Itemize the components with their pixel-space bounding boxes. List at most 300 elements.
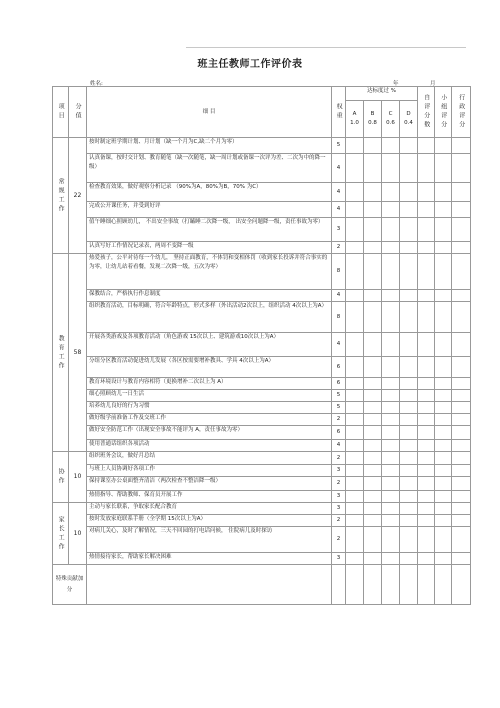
- criteria-weight: 4: [332, 202, 346, 218]
- score-cell: [400, 254, 418, 290]
- criteria-row: [53, 426, 471, 440]
- score-cell: [400, 218, 418, 242]
- header-admin-score: 行政评分: [452, 87, 471, 138]
- score-cell: [452, 378, 471, 390]
- score-cell: [452, 477, 471, 491]
- score-cell: [435, 154, 452, 183]
- level-letter: D: [406, 111, 411, 118]
- score-cell: [346, 202, 364, 218]
- criteria-text: 热爱孩子，公平对待每一个幼儿， 坚持正面教育，不体罚和变相体罚（收到家长投诉并符合事实的为零，让幼儿站着看餐，发现二次降一级，五次为零）: [87, 254, 332, 290]
- score-cell: [364, 242, 382, 254]
- criteria-row: [53, 290, 471, 302]
- score-cell: [346, 465, 364, 477]
- score-cell: [418, 440, 435, 452]
- score-cell: [364, 527, 382, 553]
- score-cell: [364, 290, 382, 302]
- score-cell: [364, 503, 382, 515]
- score-cell: [382, 357, 400, 378]
- score-cell: [346, 290, 364, 302]
- level-value: 0.8: [368, 120, 377, 126]
- score-cell: [452, 154, 471, 183]
- criteria-row: [53, 138, 471, 154]
- score-cell: [400, 440, 418, 452]
- score-cell: [400, 378, 418, 390]
- criteria-weight: 4: [332, 290, 346, 302]
- header-group-score: 小组评分: [435, 87, 452, 138]
- score-cell: [382, 202, 400, 218]
- score-cell: [452, 290, 471, 302]
- score-cell: [418, 426, 435, 440]
- score-cell: [346, 402, 364, 414]
- score-cell: [400, 465, 418, 477]
- level-value: 0.4: [404, 120, 413, 126]
- criteria-text: 热情指导、帮助教师、保育员开展工作: [87, 491, 332, 503]
- criteria-text: 值午睡细心照顾幼儿， 不出安全事故（打瞌睡二次降一级， 出安全问题降一级，责任事故为零）: [87, 218, 332, 242]
- score-cell: [364, 138, 382, 154]
- criteria-weight: 2: [332, 515, 346, 527]
- level-cell-b: [364, 101, 382, 138]
- section-name-text: 常规工作: [57, 177, 65, 214]
- score-cell: [418, 414, 435, 426]
- score-cell: [418, 183, 435, 202]
- score-cell: [346, 414, 364, 426]
- criteria-text: 按时制定班学期计划、月计划（缺一个月为C,缺二个月为零）: [87, 138, 332, 154]
- score-cell: [364, 402, 382, 414]
- criteria-text: 对病儿关心，及时了解情况，三天不回园的打电话问候， 住院病儿及时探访: [87, 527, 332, 553]
- score-cell: [364, 465, 382, 477]
- criteria-weight: 2: [332, 414, 346, 426]
- year-label: 年: [393, 81, 399, 87]
- score-cell: [382, 302, 400, 333]
- header-item: 项目: [53, 87, 69, 138]
- month-label: 月: [430, 81, 436, 87]
- score-cell: [435, 465, 452, 477]
- criteria-weight: 5: [332, 402, 346, 414]
- score-cell: [346, 553, 364, 565]
- special-cell: [452, 565, 471, 605]
- score-cell: [400, 138, 418, 154]
- score-cell: [435, 414, 452, 426]
- score-cell: [418, 503, 435, 515]
- score-cell: [435, 254, 452, 290]
- criteria-weight: 3: [332, 503, 346, 515]
- section-name-2: [53, 254, 69, 452]
- score-cell: [435, 402, 452, 414]
- score-cell: [452, 218, 471, 242]
- score-cell: [400, 402, 418, 414]
- score-cell: [400, 503, 418, 515]
- score-cell: [364, 414, 382, 426]
- criteria-row: [53, 302, 471, 333]
- section-score-4: 10: [69, 503, 87, 565]
- score-cell: [346, 183, 364, 202]
- score-cell: [452, 426, 471, 440]
- score-cell: [382, 515, 400, 527]
- criteria-row: [53, 477, 471, 491]
- score-cell: [364, 302, 382, 333]
- criteria-text: 使用普通话组织各项活动: [87, 440, 332, 452]
- section-name-4: [53, 503, 69, 565]
- score-cell: [400, 414, 418, 426]
- score-cell: [364, 426, 382, 440]
- score-cell: [435, 378, 452, 390]
- criteria-text: 检查教育效果，做好观察分析记录 （90%为A，80%为B，70% 为C）: [87, 183, 332, 202]
- score-cell: [400, 302, 418, 333]
- score-cell: [382, 440, 400, 452]
- score-cell: [382, 553, 400, 565]
- score-cell: [418, 465, 435, 477]
- criteria-weight: 4: [332, 333, 346, 357]
- criteria-weight: 8: [332, 254, 346, 290]
- header-level-heading: 达标度过 %: [346, 87, 418, 101]
- criteria-text: 开展各类游戏及各项教育活动（角色游戏 15次以上、建筑游戏10次以上为A）: [87, 333, 332, 357]
- score-cell: [382, 426, 400, 440]
- header-score: 分值: [69, 87, 87, 138]
- score-cell: [346, 138, 364, 154]
- criteria-text: 分组分区教育活动促进幼儿发展（各区按需要增补教具、学具 4次以上为A）: [87, 357, 332, 378]
- score-cell: [346, 390, 364, 402]
- score-cell: [452, 553, 471, 565]
- score-cell: [346, 503, 364, 515]
- score-cell: [364, 491, 382, 503]
- score-cell: [435, 242, 452, 254]
- section-score-2: 58: [69, 254, 87, 452]
- score-cell: [346, 440, 364, 452]
- criteria-weight: 3: [332, 553, 346, 565]
- special-detail: [87, 565, 332, 605]
- score-cell: [452, 515, 471, 527]
- criteria-text: 认真写好工作情况记录表，两周不变降一级: [87, 242, 332, 254]
- score-cell: [364, 154, 382, 183]
- level-letter: C: [388, 111, 393, 118]
- level-letter: A: [352, 111, 357, 118]
- special-cell: [382, 565, 400, 605]
- score-cell: [382, 333, 400, 357]
- criteria-weight: 3: [332, 465, 346, 477]
- criteria-text: 组织教育活动，目标明确，符合年龄特点，形式多样（外出活动2次以上，组织活动 4次以上为A）: [87, 302, 332, 333]
- score-cell: [400, 290, 418, 302]
- header-detail: 细 目: [87, 87, 332, 138]
- score-cell: [382, 402, 400, 414]
- score-cell: [418, 154, 435, 183]
- score-cell: [364, 477, 382, 491]
- level-value: 1.0: [350, 120, 359, 126]
- section-name-text: 教育工作: [57, 334, 65, 371]
- score-cell: [435, 138, 452, 154]
- score-cell: [452, 202, 471, 218]
- score-cell: [400, 242, 418, 254]
- score-cell: [400, 452, 418, 465]
- score-cell: [418, 515, 435, 527]
- level-cell-a: [346, 101, 364, 138]
- score-cell: [452, 357, 471, 378]
- score-cell: [418, 218, 435, 242]
- criteria-weight: 3: [332, 218, 346, 242]
- score-cell: [364, 333, 382, 357]
- score-cell: [452, 390, 471, 402]
- page-title: 班主任教师工作评价表: [197, 59, 303, 70]
- score-cell: [400, 477, 418, 491]
- score-cell: [435, 333, 452, 357]
- score-cell: [418, 290, 435, 302]
- criteria-text: 保教结合，严格执行作息制度: [87, 290, 332, 302]
- section-name-text: 协作: [57, 468, 65, 486]
- score-cell: [382, 477, 400, 491]
- score-cell: [452, 414, 471, 426]
- score-cell: [382, 290, 400, 302]
- score-cell: [382, 390, 400, 402]
- score-cell: [435, 477, 452, 491]
- criteria-weight: 3: [332, 491, 346, 503]
- score-cell: [418, 378, 435, 390]
- criteria-row: [53, 503, 471, 515]
- special-cell: [418, 565, 435, 605]
- criteria-text: 与班上人员协调好各项工作: [87, 465, 332, 477]
- criteria-weight: 2: [332, 527, 346, 553]
- section-name-text: 家长工作: [57, 515, 65, 552]
- score-cell: [346, 378, 364, 390]
- score-cell: [435, 302, 452, 333]
- score-cell: [418, 553, 435, 565]
- score-cell: [364, 202, 382, 218]
- criteria-weight: 4: [332, 440, 346, 452]
- score-cell: [382, 218, 400, 242]
- score-cell: [346, 515, 364, 527]
- score-cell: [452, 440, 471, 452]
- score-cell: [418, 138, 435, 154]
- criteria-row: [53, 183, 471, 202]
- score-cell: [346, 477, 364, 491]
- score-cell: [400, 426, 418, 440]
- score-cell: [382, 465, 400, 477]
- criteria-row: [53, 491, 471, 503]
- score-cell: [435, 183, 452, 202]
- score-cell: [364, 452, 382, 465]
- score-cell: [418, 202, 435, 218]
- criteria-weight: 6: [332, 357, 346, 378]
- name-label: 姓名:: [90, 81, 103, 87]
- criteria-weight: 4: [332, 154, 346, 183]
- score-cell: [364, 515, 382, 527]
- score-cell: [364, 357, 382, 378]
- header-self-score: 自评分数: [418, 87, 435, 138]
- score-cell: [346, 302, 364, 333]
- criteria-row: [53, 515, 471, 527]
- score-cell: [346, 527, 364, 553]
- criteria-text: 培养幼儿良好的行为习惯: [87, 402, 332, 414]
- score-cell: [418, 491, 435, 503]
- criteria-weight: 8: [332, 302, 346, 333]
- score-cell: [346, 154, 364, 183]
- criteria-row: [53, 452, 471, 465]
- criteria-text: 完成公开课任务，并受到好评: [87, 202, 332, 218]
- score-cell: [382, 452, 400, 465]
- score-cell: [435, 357, 452, 378]
- score-cell: [346, 491, 364, 503]
- score-cell: [452, 503, 471, 515]
- criteria-text: 热情接待家长，帮助家长解决困难: [87, 553, 332, 565]
- criteria-row: [53, 202, 471, 218]
- score-cell: [400, 390, 418, 402]
- special-cell: [400, 565, 418, 605]
- score-cell: [382, 503, 400, 515]
- criteria-row: [53, 154, 471, 183]
- score-cell: [452, 402, 471, 414]
- criteria-row: [53, 378, 471, 390]
- criteria-row: [53, 390, 471, 402]
- score-cell: [346, 254, 364, 290]
- score-cell: [435, 390, 452, 402]
- score-cell: [400, 357, 418, 378]
- score-cell: [435, 218, 452, 242]
- score-cell: [452, 452, 471, 465]
- score-cell: [418, 452, 435, 465]
- score-cell: [400, 553, 418, 565]
- score-cell: [382, 378, 400, 390]
- score-cell: [418, 527, 435, 553]
- special-row: [53, 565, 471, 605]
- score-cell: [418, 302, 435, 333]
- score-cell: [382, 138, 400, 154]
- score-cell: [382, 183, 400, 202]
- criteria-row: [53, 414, 471, 426]
- special-cell: [346, 565, 364, 605]
- criteria-row: [53, 242, 471, 254]
- score-cell: [418, 333, 435, 357]
- criteria-row: [53, 333, 471, 357]
- score-cell: [364, 218, 382, 242]
- score-cell: [364, 390, 382, 402]
- score-cell: [382, 414, 400, 426]
- criteria-row: [53, 402, 471, 414]
- criteria-weight: 2: [332, 242, 346, 254]
- criteria-row: [53, 254, 471, 290]
- score-cell: [382, 154, 400, 183]
- criteria-weight: 2: [332, 477, 346, 491]
- score-cell: [382, 254, 400, 290]
- special-label: 特殊贡献加分: [53, 565, 87, 605]
- score-cell: [418, 357, 435, 378]
- criteria-weight: 5: [332, 138, 346, 154]
- header-row: [53, 87, 471, 101]
- score-cell: [346, 426, 364, 440]
- score-cell: [452, 138, 471, 154]
- criteria-weight: 6: [332, 378, 346, 390]
- special-cell: [364, 565, 382, 605]
- special-cell: [435, 565, 452, 605]
- score-cell: [400, 491, 418, 503]
- score-cell: [346, 218, 364, 242]
- criteria-weight: 6: [332, 426, 346, 440]
- score-cell: [452, 183, 471, 202]
- criteria-row: [53, 357, 471, 378]
- criteria-text: 细心照顾幼儿一日生活: [87, 390, 332, 402]
- score-cell: [364, 254, 382, 290]
- score-cell: [346, 357, 364, 378]
- criteria-text: 组织班务会议，做好月总结: [87, 452, 332, 465]
- criteria-text: 主动与家长联系，争取家长配合教育: [87, 503, 332, 515]
- level-cell-c: [382, 101, 400, 138]
- section-name-1: [53, 138, 69, 254]
- criteria-row: [53, 527, 471, 553]
- section-score-3: 10: [69, 452, 87, 503]
- score-cell: [418, 242, 435, 254]
- score-cell: [382, 527, 400, 553]
- score-cell: [364, 553, 382, 565]
- score-cell: [452, 333, 471, 357]
- criteria-weight: 5: [332, 390, 346, 402]
- score-cell: [452, 254, 471, 290]
- score-cell: [400, 333, 418, 357]
- score-cell: [435, 202, 452, 218]
- criteria-row: [53, 553, 471, 565]
- score-cell: [418, 254, 435, 290]
- score-cell: [418, 477, 435, 491]
- criteria-text: 教育环境设计与教育内容相符（更换增补二次以上为 A）: [87, 378, 332, 390]
- score-cell: [400, 183, 418, 202]
- score-cell: [435, 503, 452, 515]
- score-cell: [452, 465, 471, 477]
- score-cell: [346, 333, 364, 357]
- score-cell: [400, 527, 418, 553]
- score-cell: [364, 440, 382, 452]
- score-cell: [400, 154, 418, 183]
- score-cell: [364, 378, 382, 390]
- score-cell: [452, 491, 471, 503]
- section-name-3: [53, 452, 69, 503]
- evaluation-table: [52, 86, 471, 605]
- score-cell: [435, 290, 452, 302]
- score-cell: [452, 527, 471, 553]
- score-cell: [435, 452, 452, 465]
- criteria-row: [53, 465, 471, 477]
- score-cell: [418, 402, 435, 414]
- level-cell-d: [400, 101, 418, 138]
- score-cell: [418, 390, 435, 402]
- criteria-row: [53, 218, 471, 242]
- level-letter: B: [370, 111, 375, 118]
- criteria-text: 认真备课，按时交计划、教育随笔（缺一次随笔，缺一周计划或备课一次评为差、二次为中的降一级）: [87, 154, 332, 183]
- score-cell: [435, 527, 452, 553]
- criteria-text: 做好安全防范工作（出现安全事故不能评为 A，责任事故为零）: [87, 426, 332, 440]
- criteria-row: [53, 440, 471, 452]
- criteria-text: 按时发放家庭联系手册（全学期 15次以上为A）: [87, 515, 332, 527]
- criteria-text: 做好级学前准备工作及交班工作: [87, 414, 332, 426]
- section-score-1: 22: [69, 138, 87, 254]
- score-cell: [435, 553, 452, 565]
- top-rule: [186, 47, 466, 48]
- criteria-weight: 2: [332, 452, 346, 465]
- score-cell: [435, 515, 452, 527]
- criteria-text: 保持课室办公桌面整齐清洁（两次检查不整洁降一级）: [87, 477, 332, 491]
- score-cell: [400, 515, 418, 527]
- score-cell: [435, 491, 452, 503]
- score-cell: [346, 242, 364, 254]
- header-weight: 权重: [332, 87, 346, 138]
- score-cell: [346, 452, 364, 465]
- score-cell: [382, 242, 400, 254]
- score-cell: [400, 202, 418, 218]
- score-cell: [364, 183, 382, 202]
- special-cell: [332, 565, 346, 605]
- score-cell: [452, 242, 471, 254]
- score-cell: [382, 491, 400, 503]
- score-cell: [452, 302, 471, 333]
- score-cell: [435, 440, 452, 452]
- criteria-weight: 4: [332, 183, 346, 202]
- score-cell: [435, 426, 452, 440]
- level-value: 0.6: [386, 120, 395, 126]
